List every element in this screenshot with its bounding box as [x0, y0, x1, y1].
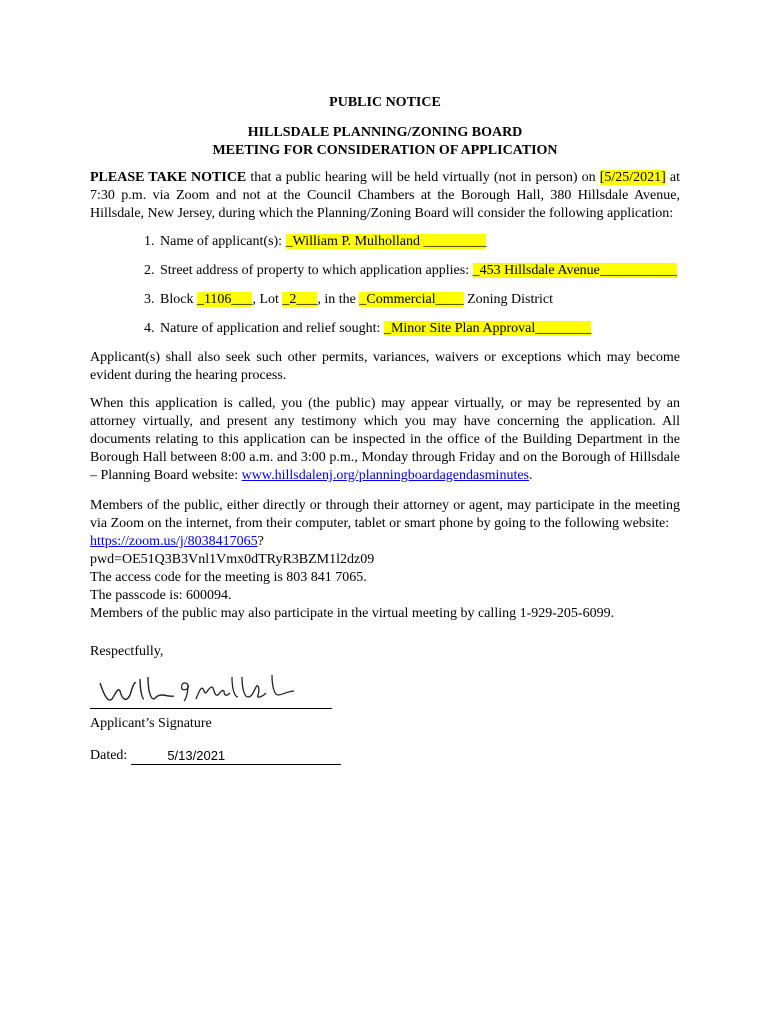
- passcode: The passcode is: 600094.: [90, 588, 232, 603]
- intro-paragraph: PLEASE TAKE NOTICE that a public hearing will be held virtually (not in person) on [5/25/2021] at 7:30 p.m. via Zoom and not at the Council Chambers at the Borough Hall, 380 Hillsdale Avenue, Hillsdale, New Jersey, during which the Planning/Zoning Board will consider the following application:: [90, 170, 680, 221]
- zoom-password: pwd=OE51Q3B3Vnl1Vmx0dTRyR3BZM1l2dz09: [90, 552, 375, 567]
- property-address-field: _453 Hillsdale Avenue___________: [472, 263, 677, 278]
- block-field: _1106___: [196, 292, 253, 307]
- signature-line: [90, 708, 332, 709]
- lot-field: _2___: [282, 292, 318, 307]
- meeting-subtitle: MEETING FOR CONSIDERATION OF APPLICATION: [212, 143, 558, 158]
- access-code: The access code for the meeting is 803 841 7065.: [90, 570, 367, 585]
- notice-document: [90, 94, 680, 765]
- relief-field: _Minor Site Plan Approval________: [383, 321, 592, 336]
- hearing-date: [5/25/2021]: [599, 170, 666, 185]
- application-list: [90, 233, 680, 338]
- zone-field: _Commercial____: [359, 292, 464, 307]
- notice-lead: PLEASE TAKE NOTICE: [90, 170, 247, 185]
- list-item-address: 2. Street address of property to which application applies: _453 Hillsdale Avenue___________: [158, 262, 680, 280]
- page-title: PUBLIC NOTICE: [329, 95, 441, 110]
- signature-block: [90, 669, 332, 715]
- permits-paragraph: Applicant(s) shall also seek such other permits, variances, waivers or exceptions which may become evident during the hearing process.: [90, 350, 680, 383]
- dated-field: 5/13/2021: [131, 748, 341, 765]
- phone-info: Members of the public may also participate in the virtual meeting by calling 1-929-205-6099.: [90, 606, 615, 621]
- zoom-link[interactable]: https://zoom.us/j/8038417065: [90, 534, 258, 549]
- planning-board-link[interactable]: www.hillsdalenj.org/planningboardagendasminutes: [241, 468, 529, 483]
- respectfully-text: Respectfully,: [90, 644, 164, 659]
- list-item-applicant: 1. Name of applicant(s): _William P. Mulholland _________: [158, 233, 680, 251]
- zoom-info: [90, 497, 680, 623]
- dated-label: Dated:: [90, 748, 128, 763]
- zoom-paragraph: Members of the public, either directly or through their attorney or agent, may participate in the meeting via Zoom on the internet, from their computer, tablet or smart phone by going to the following website:: [90, 498, 680, 531]
- list-item-relief: 4. Nature of application and relief sought: _Minor Site Plan Approval________: [158, 320, 680, 338]
- list-item-block-lot: 3. Block _1106___, Lot _2___, in the _Commercial____ Zoning District: [158, 291, 680, 309]
- signature-image: [96, 669, 326, 711]
- applicant-name-field: _William P. Mulholland _________: [285, 234, 487, 249]
- board-name: HILLSDALE PLANNING/ZONING BOARD: [247, 125, 523, 140]
- testimony-paragraph: When this application is called, you (the public) may appear virtually, or may be represented by an attorney virtually, and present any testimony which you may have concerning the application. All documents relating to this application can be inspected in the office of the Building Department in the Borough Hall between 8:00 a.m. and 3:00 p.m., Monday through Friday and on the Borough of Hillsdale – Planning Board website: www.hillsdalenj.org/planningboardagendasminutes.: [90, 396, 680, 483]
- zoom-link-line: https://zoom.us/j/8038417065?: [90, 534, 264, 549]
- dated-row: [90, 747, 680, 765]
- signature-label: Applicant’s Signature: [90, 716, 212, 731]
